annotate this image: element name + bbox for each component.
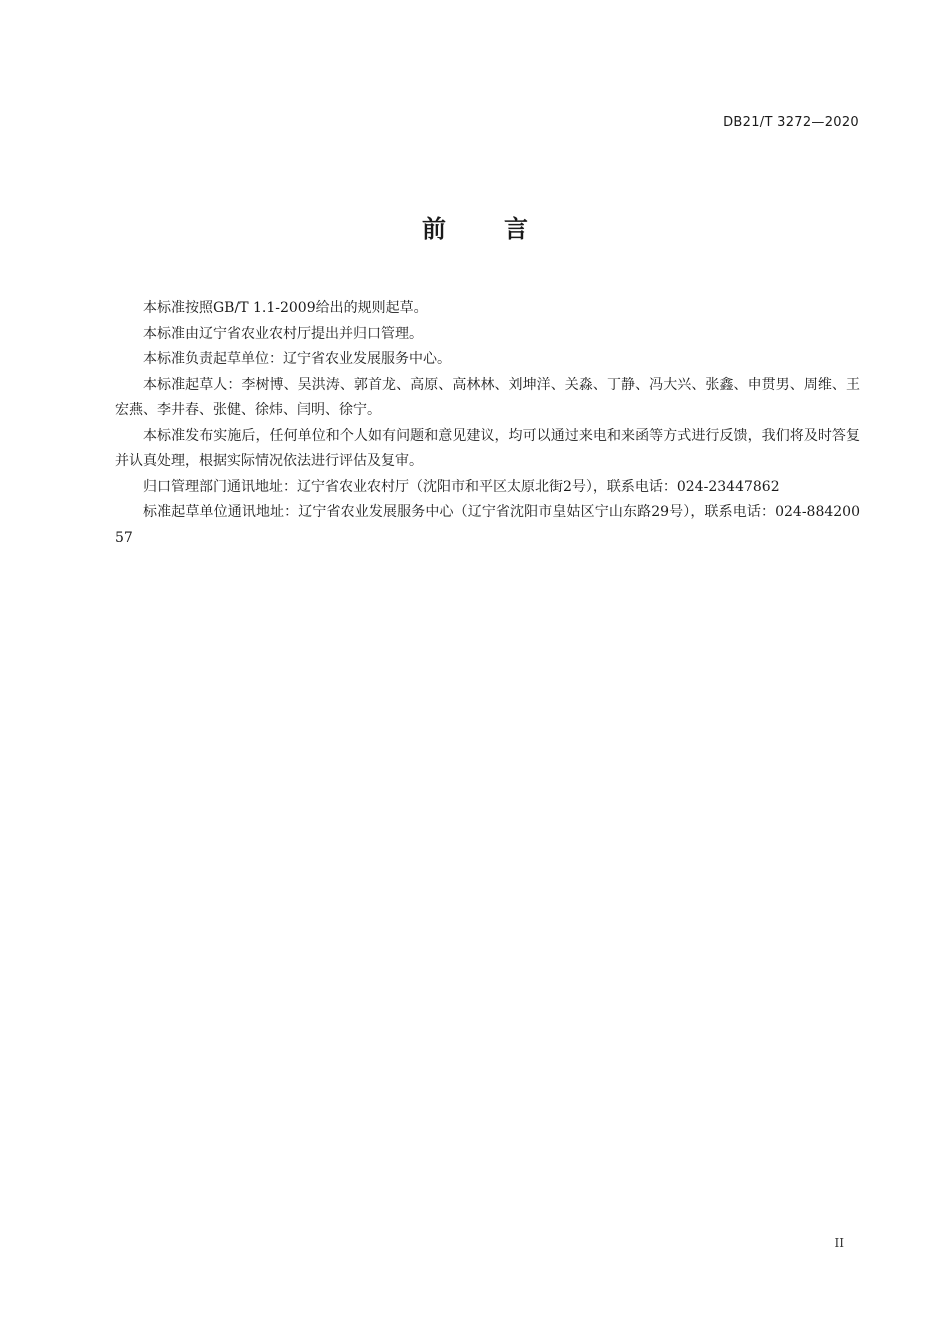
page-number: II [834, 1236, 844, 1250]
paragraph-drafters: 本标准起草人：李树博、吴洪涛、郭首龙、高原、高林林、刘坤洋、关淼、丁静、冯大兴、张鑫、申贯男、周维、王宏燕、李井春、张健、徐炜、闫明、徐宁。 [115, 376, 860, 418]
paragraph-authority-address: 归口管理部门通讯地址：辽宁省农业农村厅（沈阳市和平区太原北街2号），联系电话：024-23447862 [143, 478, 780, 495]
standard-code: DB21/T 3272—2020 [723, 115, 859, 130]
page-title-char-2: 言 [504, 215, 528, 243]
paragraph-proposer: 本标准由辽宁省农业农村厅提出并归口管理。 [143, 325, 423, 342]
paragraph-drafting-unit-address: 标准起草单位通讯地址：辽宁省农业发展服务中心（辽宁省沈阳市皇姑区宁山东路29号），联系电话：024-88420057 [115, 504, 860, 546]
paragraph-drafting-rules: 本标准按照GB/T 1.1-2009给出的规则起草。 [143, 300, 428, 316]
page-title [0, 212, 950, 246]
paragraph-feedback: 本标准发布实施后，任何单位和个人如有问题和意见建议，均可以通过来电和来函等方式进行反馈，我们将及时答复并认真处理，根据实际情况依法进行评估及复审。 [115, 427, 860, 469]
paragraph-drafting-unit: 本标准负责起草单位：辽宁省农业发展服务中心。 [143, 351, 451, 367]
foreword-body [115, 296, 860, 551]
page-title-char-1: 前 [422, 215, 446, 243]
